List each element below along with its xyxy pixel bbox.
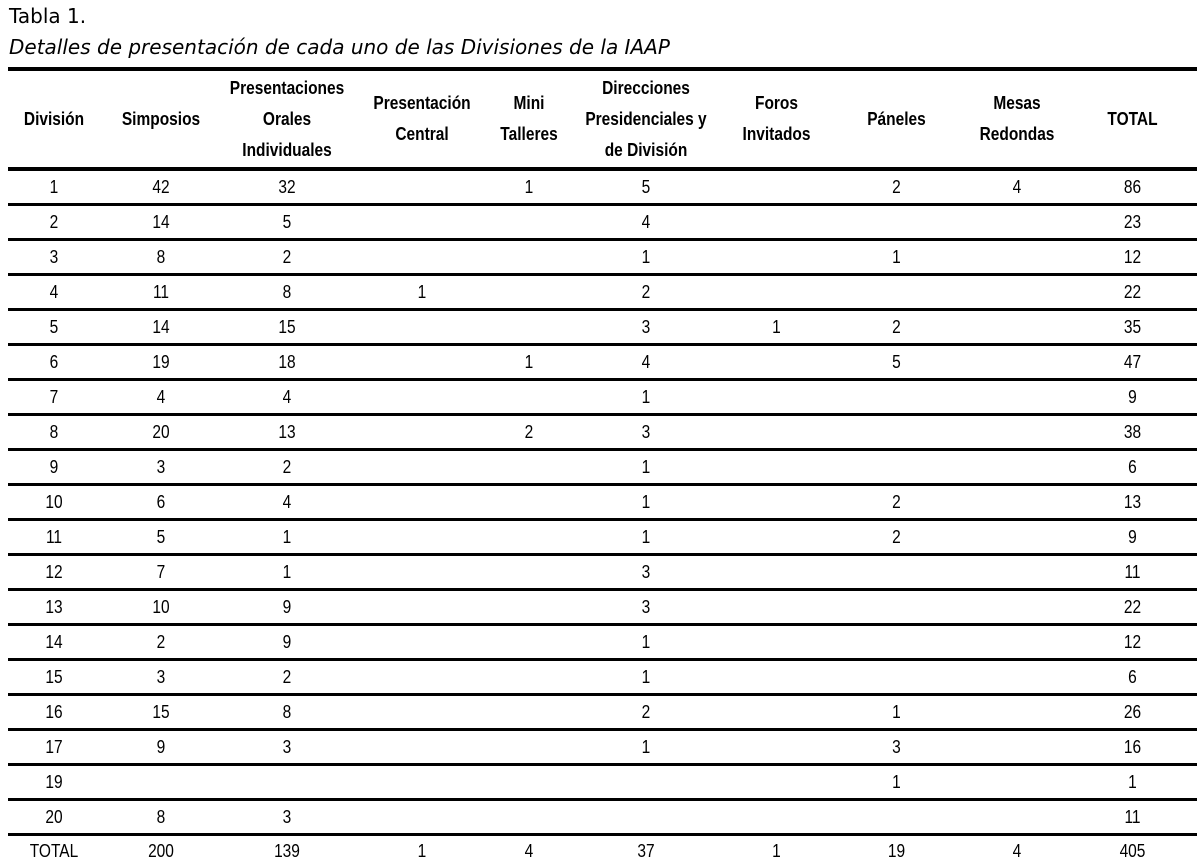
cell-total: 16 bbox=[1123, 736, 1142, 757]
cell-presentaciones-orales: 9 bbox=[282, 631, 292, 652]
cell-direcciones: 1 bbox=[641, 491, 651, 512]
cell-mesas-redondas bbox=[973, 451, 1061, 483]
cell-direcciones: 1 bbox=[641, 631, 651, 652]
table-row bbox=[8, 171, 1197, 206]
cell-total: 9 bbox=[1128, 526, 1137, 547]
cell-presentaciones-orales: 15 bbox=[278, 316, 296, 337]
cell-direcciones: 37 bbox=[637, 840, 655, 861]
cell-mini-talleres bbox=[497, 381, 561, 413]
cell-paneles bbox=[837, 451, 957, 483]
cell-presentacion-central bbox=[362, 731, 482, 763]
table-row bbox=[8, 311, 1197, 346]
cell-division: 14 bbox=[45, 631, 63, 652]
cell-total: 22 bbox=[1123, 596, 1142, 617]
cell-mini-talleres bbox=[497, 591, 561, 623]
cell-division: 15 bbox=[45, 666, 63, 687]
cell-paneles: 5 bbox=[892, 351, 901, 372]
cell-paneles: 2 bbox=[892, 176, 901, 197]
cell-presentaciones-orales: 13 bbox=[278, 421, 296, 442]
cell-division: TOTAL bbox=[29, 840, 79, 861]
cell-foros-invitados bbox=[733, 381, 820, 413]
cell-mesas-redondas bbox=[973, 241, 1061, 273]
cell-presentacion-central bbox=[362, 171, 482, 203]
cell-simposios: 20 bbox=[152, 421, 170, 442]
cell-presentaciones-orales: 2 bbox=[282, 246, 292, 267]
cell-division: 7 bbox=[49, 386, 59, 407]
cell-presentaciones-orales: 9 bbox=[282, 596, 292, 617]
cell-total: 405 bbox=[1119, 840, 1146, 861]
cell-mesas-redondas bbox=[973, 696, 1061, 728]
cell-paneles bbox=[837, 276, 957, 308]
cell-total: 23 bbox=[1123, 211, 1142, 232]
cell-presentaciones-orales: 8 bbox=[282, 701, 292, 722]
cell-total: 22 bbox=[1123, 281, 1142, 302]
cell-simposios: 11 bbox=[152, 281, 170, 302]
cell-mesas-redondas bbox=[973, 486, 1061, 518]
cell-mini-talleres bbox=[497, 766, 561, 798]
cell-presentaciones-orales: 18 bbox=[278, 351, 296, 372]
cell-paneles: 3 bbox=[892, 736, 901, 757]
cell-direcciones bbox=[577, 801, 715, 833]
cell-foros-invitados bbox=[733, 731, 820, 763]
cell-mini-talleres bbox=[497, 276, 561, 308]
cell-direcciones: 3 bbox=[641, 316, 651, 337]
cell-presentaciones-orales: 139 bbox=[274, 840, 300, 861]
cell-foros-invitados bbox=[733, 766, 820, 798]
cell-presentaciones-orales: 1 bbox=[282, 526, 292, 547]
header-direcciones: Direcciones Presidenciales y de División bbox=[585, 77, 707, 160]
cell-presentacion-central bbox=[362, 486, 482, 518]
cell-mesas-redondas bbox=[973, 276, 1061, 308]
cell-total: 12 bbox=[1123, 246, 1142, 267]
cell-mini-talleres: 1 bbox=[524, 351, 534, 372]
cell-presentaciones-orales: 8 bbox=[282, 281, 292, 302]
cell-mesas-redondas: 4 bbox=[1012, 176, 1022, 197]
cell-division: 9 bbox=[49, 456, 59, 477]
cell-presentacion-central bbox=[362, 626, 482, 658]
cell-mesas-redondas bbox=[973, 801, 1061, 833]
cell-presentaciones-orales: 4 bbox=[282, 386, 292, 407]
cell-paneles: 2 bbox=[892, 491, 901, 512]
cell-simposios: 14 bbox=[152, 316, 170, 337]
table-row bbox=[8, 801, 1197, 836]
cell-total: 1 bbox=[1128, 771, 1137, 792]
cell-mini-talleres bbox=[497, 556, 561, 588]
cell-direcciones: 1 bbox=[641, 386, 651, 407]
cell-division: 17 bbox=[45, 736, 63, 757]
cell-presentacion-central bbox=[362, 206, 482, 238]
cell-presentacion-central bbox=[362, 521, 482, 553]
cell-mesas-redondas bbox=[973, 206, 1061, 238]
table-row bbox=[8, 451, 1197, 486]
cell-presentaciones-orales: 3 bbox=[282, 736, 292, 757]
cell-presentacion-central bbox=[362, 241, 482, 273]
cell-simposios: 15 bbox=[152, 701, 170, 722]
cell-division: 16 bbox=[45, 701, 63, 722]
header-foros-invitados: Foros Invitados bbox=[742, 93, 811, 144]
cell-simposios: 14 bbox=[152, 211, 170, 232]
cell-simposios: 200 bbox=[148, 840, 174, 861]
cell-paneles bbox=[837, 416, 957, 448]
cell-mesas-redondas bbox=[973, 381, 1061, 413]
table-row bbox=[8, 766, 1197, 801]
cell-mini-talleres bbox=[497, 696, 561, 728]
cell-division: 10 bbox=[45, 491, 63, 512]
cell-total: 9 bbox=[1128, 386, 1137, 407]
cell-presentacion-central bbox=[362, 311, 482, 343]
cell-foros-invitados bbox=[733, 591, 820, 623]
cell-mesas-redondas bbox=[973, 731, 1061, 763]
cell-total: 35 bbox=[1123, 316, 1142, 337]
cell-direcciones: 4 bbox=[641, 211, 651, 232]
cell-foros-invitados bbox=[733, 451, 820, 483]
cell-direcciones: 1 bbox=[641, 736, 651, 757]
cell-paneles bbox=[837, 556, 957, 588]
cell-presentaciones-orales bbox=[231, 766, 343, 798]
header-paneles: Páneles bbox=[867, 108, 926, 129]
cell-presentacion-central bbox=[362, 661, 482, 693]
table-title: Detalles de presentación de cada uno de las Divisiones de la IAAP bbox=[9, 35, 670, 59]
table-label: Tabla 1. bbox=[9, 4, 87, 28]
cell-simposios: 4 bbox=[156, 386, 166, 407]
cell-direcciones: 5 bbox=[641, 176, 651, 197]
cell-presentacion-central bbox=[362, 381, 482, 413]
cell-mini-talleres bbox=[497, 451, 561, 483]
cell-mini-talleres bbox=[497, 206, 561, 238]
cell-simposios: 9 bbox=[156, 736, 166, 757]
cell-mini-talleres bbox=[497, 731, 561, 763]
cell-mini-talleres: 4 bbox=[524, 840, 534, 861]
cell-mesas-redondas bbox=[973, 311, 1061, 343]
cell-direcciones: 3 bbox=[641, 421, 651, 442]
cell-simposios: 6 bbox=[156, 491, 166, 512]
cell-mini-talleres bbox=[497, 801, 561, 833]
cell-direcciones bbox=[577, 766, 715, 798]
cell-total: 38 bbox=[1123, 421, 1142, 442]
cell-total: 86 bbox=[1123, 176, 1142, 197]
cell-division: 20 bbox=[45, 806, 63, 827]
cell-simposios: 5 bbox=[156, 526, 166, 547]
cell-mini-talleres bbox=[497, 241, 561, 273]
cell-direcciones: 2 bbox=[641, 701, 651, 722]
table-total-row bbox=[8, 836, 1197, 866]
cell-presentacion-central bbox=[362, 766, 482, 798]
cell-mini-talleres: 1 bbox=[524, 176, 534, 197]
cell-paneles bbox=[837, 801, 957, 833]
cell-mesas-redondas bbox=[973, 661, 1061, 693]
cell-presentacion-central bbox=[362, 556, 482, 588]
cell-paneles bbox=[837, 626, 957, 658]
header-presentaciones-orales: Presentaciones Orales Individuales bbox=[229, 77, 345, 160]
cell-division: 3 bbox=[49, 246, 59, 267]
cell-division: 2 bbox=[49, 211, 59, 232]
cell-presentacion-central bbox=[362, 346, 482, 378]
cell-division: 4 bbox=[49, 281, 59, 302]
cell-foros-invitados bbox=[733, 661, 820, 693]
cell-presentacion-central: 1 bbox=[417, 840, 427, 861]
cell-mini-talleres bbox=[497, 626, 561, 658]
table-row bbox=[8, 696, 1197, 731]
cell-paneles: 2 bbox=[892, 526, 901, 547]
cell-division: 19 bbox=[45, 771, 63, 792]
cell-division: 5 bbox=[49, 316, 59, 337]
table-row bbox=[8, 591, 1197, 626]
cell-mesas-redondas bbox=[973, 556, 1061, 588]
cell-paneles: 19 bbox=[887, 840, 906, 861]
table-header-row bbox=[8, 71, 1197, 171]
cell-simposios: 8 bbox=[156, 246, 166, 267]
table-row bbox=[8, 521, 1197, 556]
table-row bbox=[8, 731, 1197, 766]
cell-simposios: 3 bbox=[156, 666, 166, 687]
cell-direcciones: 2 bbox=[641, 281, 651, 302]
cell-mesas-redondas bbox=[973, 766, 1061, 798]
cell-total: 12 bbox=[1123, 631, 1142, 652]
cell-mesas-redondas bbox=[973, 591, 1061, 623]
cell-foros-invitados bbox=[733, 486, 820, 518]
cell-presentaciones-orales: 2 bbox=[282, 666, 292, 687]
cell-simposios: 19 bbox=[152, 351, 170, 372]
cell-total: 11 bbox=[1124, 806, 1141, 827]
table-row bbox=[8, 241, 1197, 276]
cell-mini-talleres bbox=[497, 486, 561, 518]
cell-total: 6 bbox=[1128, 456, 1137, 477]
cell-direcciones: 3 bbox=[641, 561, 651, 582]
cell-paneles bbox=[837, 661, 957, 693]
cell-division: 11 bbox=[45, 526, 63, 547]
cell-mini-talleres: 2 bbox=[524, 421, 534, 442]
cell-paneles: 1 bbox=[892, 701, 901, 722]
header-division: División bbox=[23, 108, 85, 129]
cell-foros-invitados bbox=[733, 521, 820, 553]
cell-total: 11 bbox=[1124, 561, 1141, 582]
cell-simposios bbox=[109, 766, 214, 798]
header-presentacion-central: Presentación Central bbox=[373, 93, 471, 144]
cell-foros-invitados bbox=[733, 171, 820, 203]
cell-paneles: 2 bbox=[892, 316, 901, 337]
cell-division: 12 bbox=[45, 561, 63, 582]
cell-simposios: 7 bbox=[156, 561, 166, 582]
cell-foros-invitados: 1 bbox=[772, 840, 781, 861]
cell-division: 13 bbox=[45, 596, 63, 617]
cell-mesas-redondas bbox=[973, 626, 1061, 658]
header-total: TOTAL bbox=[1107, 108, 1158, 129]
header-mesas-redondas: Mesas Redondas bbox=[979, 93, 1055, 144]
cell-presentaciones-orales: 2 bbox=[282, 456, 292, 477]
cell-paneles bbox=[837, 206, 957, 238]
header-mini-talleres: Mini Talleres bbox=[500, 93, 558, 144]
cell-total: 26 bbox=[1123, 701, 1142, 722]
header-simposios: Simposios bbox=[121, 108, 201, 129]
cell-simposios: 8 bbox=[156, 806, 166, 827]
table-row bbox=[8, 416, 1197, 451]
cell-foros-invitados bbox=[733, 346, 820, 378]
cell-mesas-redondas bbox=[973, 416, 1061, 448]
cell-foros-invitados bbox=[733, 801, 820, 833]
cell-simposios: 2 bbox=[156, 631, 166, 652]
cell-presentaciones-orales: 1 bbox=[282, 561, 292, 582]
cell-presentaciones-orales: 32 bbox=[278, 176, 296, 197]
cell-mini-talleres bbox=[497, 311, 561, 343]
cell-mini-talleres bbox=[497, 661, 561, 693]
cell-mini-talleres bbox=[497, 521, 561, 553]
cell-foros-invitados bbox=[733, 276, 820, 308]
cell-paneles bbox=[837, 591, 957, 623]
cell-presentaciones-orales: 3 bbox=[282, 806, 292, 827]
cell-presentaciones-orales: 5 bbox=[282, 211, 292, 232]
cell-presentacion-central bbox=[362, 801, 482, 833]
cell-direcciones: 1 bbox=[641, 666, 651, 687]
table-row bbox=[8, 626, 1197, 661]
cell-presentacion-central bbox=[362, 696, 482, 728]
table-row bbox=[8, 346, 1197, 381]
cell-foros-invitados bbox=[733, 626, 820, 658]
cell-presentacion-central: 1 bbox=[417, 281, 427, 302]
table-row bbox=[8, 276, 1197, 311]
cell-paneles: 1 bbox=[892, 771, 901, 792]
cell-mesas-redondas: 4 bbox=[1012, 840, 1022, 861]
cell-total: 6 bbox=[1128, 666, 1137, 687]
cell-foros-invitados: 1 bbox=[772, 316, 781, 337]
table-row bbox=[8, 486, 1197, 521]
cell-total: 13 bbox=[1123, 491, 1142, 512]
table-body bbox=[8, 171, 1197, 866]
cell-foros-invitados bbox=[733, 696, 820, 728]
table-row bbox=[8, 556, 1197, 591]
cell-direcciones: 3 bbox=[641, 596, 651, 617]
cell-presentacion-central bbox=[362, 591, 482, 623]
table-row bbox=[8, 661, 1197, 696]
cell-simposios: 10 bbox=[152, 596, 170, 617]
cell-total: 47 bbox=[1123, 351, 1142, 372]
cell-direcciones: 1 bbox=[641, 246, 651, 267]
cell-simposios: 42 bbox=[152, 176, 170, 197]
cell-foros-invitados bbox=[733, 206, 820, 238]
cell-presentacion-central bbox=[362, 451, 482, 483]
cell-presentacion-central bbox=[362, 416, 482, 448]
cell-mesas-redondas bbox=[973, 346, 1061, 378]
presentation-table bbox=[8, 67, 1197, 866]
cell-presentaciones-orales: 4 bbox=[282, 491, 292, 512]
cell-foros-invitados bbox=[733, 241, 820, 273]
cell-division: 6 bbox=[49, 351, 59, 372]
table-row bbox=[8, 206, 1197, 241]
cell-foros-invitados bbox=[733, 556, 820, 588]
cell-direcciones: 1 bbox=[641, 456, 651, 477]
cell-paneles bbox=[837, 381, 957, 413]
cell-division: 8 bbox=[49, 421, 59, 442]
cell-mesas-redondas bbox=[973, 521, 1061, 553]
cell-direcciones: 4 bbox=[641, 351, 651, 372]
cell-division: 1 bbox=[49, 176, 59, 197]
table-row bbox=[8, 381, 1197, 416]
cell-simposios: 3 bbox=[156, 456, 166, 477]
cell-direcciones: 1 bbox=[641, 526, 651, 547]
cell-paneles: 1 bbox=[892, 246, 901, 267]
cell-foros-invitados bbox=[733, 416, 820, 448]
